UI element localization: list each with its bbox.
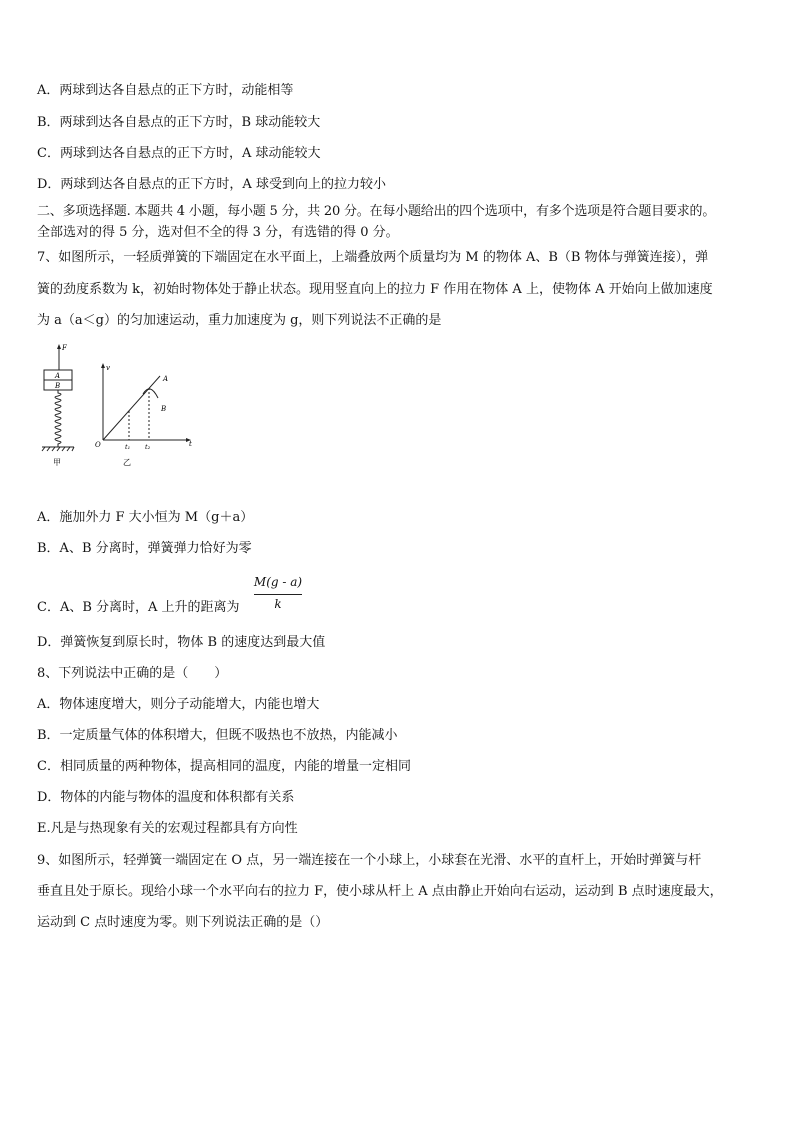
fraction-bar (254, 594, 302, 595)
q6-option-c: C．两球到达各自悬点的正下方时，A 球动能较大 (37, 146, 321, 161)
caption-jia: 甲 (53, 458, 61, 467)
q8-stem: 8、下列说法中正确的是（ ） (37, 666, 228, 681)
axis-t-label: t (189, 440, 192, 448)
section-2-heading: 二、多项选择题. 本题共 4 小题，每小题 5 分，共 20 分。在每小题给出的四个选项中，有多个选项是符合题目要求的。 (37, 204, 716, 219)
label-block-a: A (55, 372, 61, 380)
t1-label: t₁ (125, 443, 131, 451)
q8-option-c: C．相同质量的两种物体，提高相同的温度，内能的增量一定相同 (37, 759, 411, 774)
q7-option-c: C．A、B 分离时，A 上升的距离为 (37, 600, 240, 615)
q9-stem-line-2: 垂直且处于原长。现给小球一个水平向右的拉力 F，使小球从杆上 A 点由静止开始向右运动，运动到 B 点时速度最大， (37, 884, 723, 899)
label-block-b: B (55, 382, 61, 390)
origin-label: O (95, 441, 101, 449)
q7-option-a: A．施加外力 F 大小恒为 M（g＋a） (37, 510, 254, 525)
spring-diagram (42, 344, 74, 451)
q8-option-a: A．物体速度增大，则分子动能增大，内能也增大 (37, 697, 320, 712)
q7-stem-line-2: 簧的劲度系数为 k，初始时物体处于静止状态。现用竖直向上的拉力 F 作用在物体 A 上，使物体 A 开始向上做加速度 (37, 282, 713, 297)
q7-option-d: D．弹簧恢复到原长时，物体 B 的速度达到最大值 (37, 635, 326, 650)
q7-stem-line-3: 为 a（a＜g）的匀加速运动，重力加速度为 g，则下列说法不正确的是 (37, 313, 442, 328)
fraction-numerator: M(g - a) (253, 575, 303, 589)
curve-b-label: B (161, 405, 167, 413)
q7-figure (36, 340, 236, 470)
caption-yi: 乙 (123, 458, 131, 467)
q7-stem-line-1: 7、如图所示，一轻质弹簧的下端固定在水平面上，上端叠放两个质量均为 M 的物体 A、B（B 物体与弹簧连接），弹 (37, 250, 709, 265)
q8-option-e: E.凡是与热现象有关的宏观过程都具有方向性 (37, 821, 298, 836)
label-f: F (62, 344, 67, 352)
q9-stem-line-1: 9、如图所示，轻弹簧一端固定在 O 点，另一端连接在一个小球上，小球套在光滑、水平的直杆上，开始时弹簧与杆 (37, 853, 702, 868)
q8-option-b: B．一定质量气体的体积增大，但既不吸热也不放热，内能减小 (37, 728, 398, 743)
vt-graph (101, 363, 191, 442)
q6-option-d: D．两球到达各自悬点的正下方时，A 球受到向上的拉力较小 (37, 177, 386, 192)
line-a-label: A (163, 375, 169, 383)
q6-option-b: B．两球到达各自悬点的正下方时，B 球动能较大 (37, 115, 321, 130)
q6-option-a: A．两球到达各自悬点的正下方时，动能相等 (37, 83, 294, 98)
t2-label: t₂ (145, 443, 151, 451)
q8-option-d: D．物体的内能与物体的温度和体积都有关系 (37, 790, 295, 805)
q7-option-b: B．A、B 分离时，弹簧弹力恰好为零 (37, 541, 252, 556)
fraction-denominator: k (274, 597, 282, 611)
section-2-note: 全部选对的得 5 分，选对但不全的得 3 分，有选错的得 0 分。 (37, 225, 399, 240)
axis-v-label: v (106, 364, 110, 372)
q9-stem-line-3: 运动到 C 点时速度为零。则下列说法正确的是（） (37, 915, 329, 930)
q7-option-c-fraction (252, 575, 304, 615)
